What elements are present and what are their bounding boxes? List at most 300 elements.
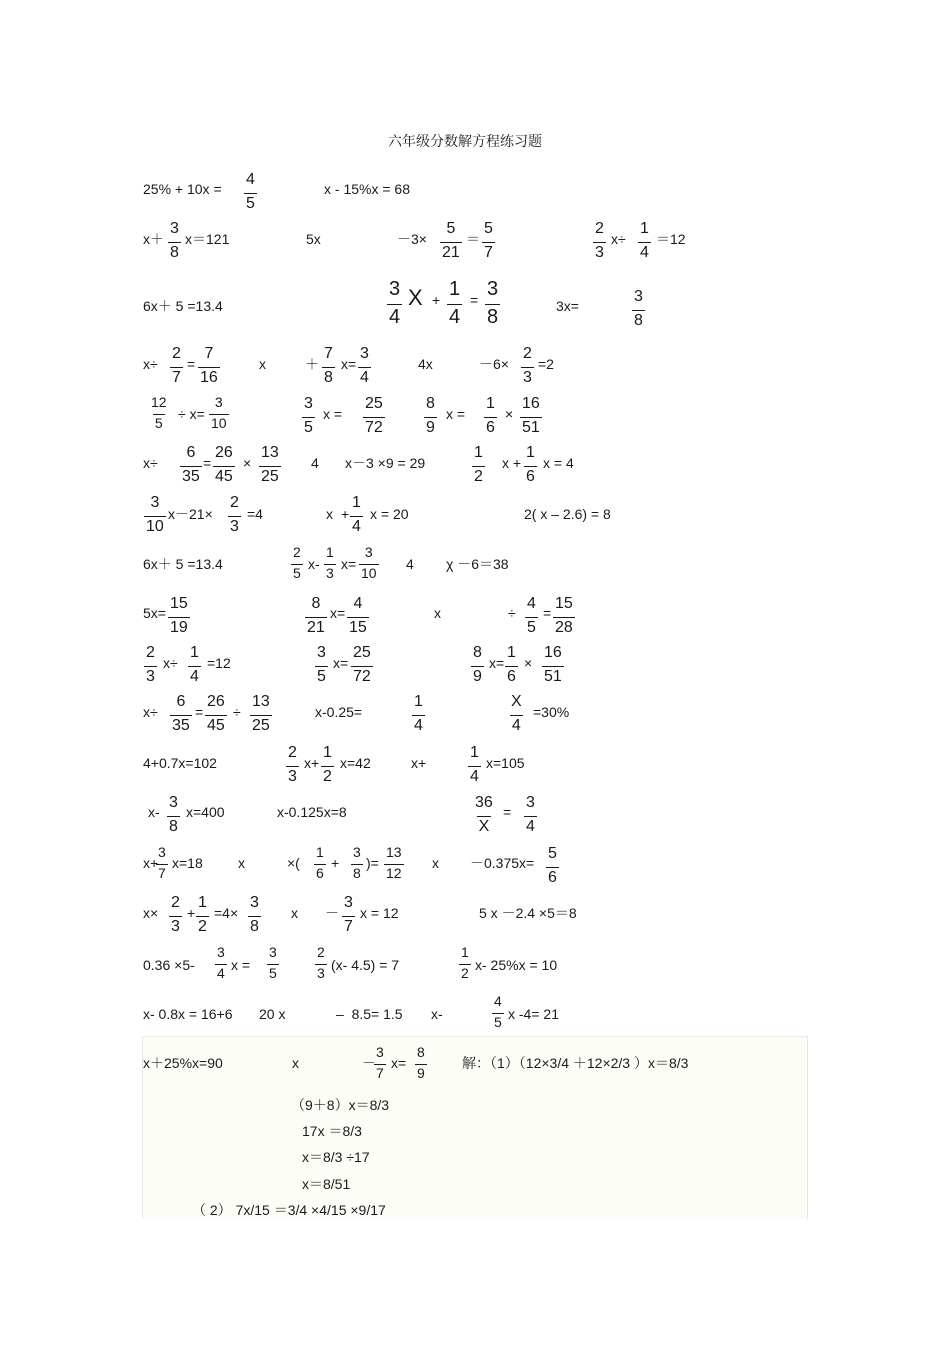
fraction-denominator: 7	[376, 1065, 384, 1081]
equation-text: =	[503, 804, 512, 820]
fraction-denominator: 7	[158, 865, 166, 881]
equation-text: x = 12	[360, 905, 399, 921]
equation-text: +	[331, 855, 340, 871]
equation-text: x=	[391, 1055, 407, 1071]
equation-text: x -4= 21	[508, 1006, 559, 1022]
fraction-numerator: 13	[261, 444, 279, 461]
fraction-denominator: 28	[555, 619, 573, 636]
equation-text: x÷	[611, 231, 626, 247]
fraction-denominator: 7	[484, 244, 493, 261]
equation-text: ÷	[233, 704, 241, 720]
fraction-denominator: 8	[170, 244, 179, 261]
fraction-denominator: 7	[172, 369, 181, 386]
equation-text: +	[341, 506, 350, 522]
fraction-numerator: 2	[293, 544, 301, 560]
fraction	[553, 594, 575, 638]
fraction-denominator: 3	[171, 918, 180, 935]
fraction-numerator: 16	[544, 644, 562, 661]
equation-text: =	[195, 704, 204, 720]
equation-text: x÷	[143, 704, 158, 720]
equation-text: 25% + 10x =	[143, 181, 222, 197]
fraction	[324, 544, 336, 582]
fraction-numerator: 1	[461, 944, 469, 960]
fraction-denominator: 4	[640, 244, 649, 261]
fraction-numerator: 1	[449, 278, 461, 300]
fraction	[170, 344, 183, 388]
fraction-numerator: 8	[417, 1044, 425, 1060]
equation-text: 5x	[306, 231, 321, 247]
equation-text: x =	[323, 406, 343, 422]
equation-text: =12	[207, 655, 231, 671]
equation-text: 4x	[418, 356, 433, 372]
equation-text: x＝8/51	[302, 1176, 351, 1192]
fraction-denominator: 2	[198, 918, 207, 935]
fraction	[484, 394, 497, 438]
fraction-numerator: 5	[446, 220, 456, 237]
fraction	[412, 692, 425, 736]
equation-text: x＋	[143, 231, 164, 247]
fraction	[314, 844, 326, 882]
equation-text: =	[543, 605, 552, 621]
fraction	[359, 544, 379, 582]
fraction-denominator: 8	[324, 369, 333, 386]
equation-text: 解：（1）（12×3/4 ＋12×2/3 ）x＝8/3	[462, 1055, 689, 1071]
fraction-denominator: 51	[522, 419, 540, 436]
fraction-denominator: 4	[217, 965, 225, 981]
equation-text: x = 4	[543, 455, 574, 471]
equation-text: 5 x －2.4 ×5＝8	[479, 905, 577, 921]
equation-text: x=	[341, 556, 357, 572]
equation-text: 4	[406, 556, 414, 572]
fraction-denominator: 16	[200, 369, 218, 386]
equation-text: χ －6＝38	[446, 556, 509, 572]
equation-text: =30%	[533, 704, 570, 720]
equation-text: 4	[311, 455, 319, 471]
fraction-numerator: 1	[190, 644, 199, 661]
equation-text: 6x＋ 5 =13.4	[143, 556, 223, 572]
fraction-denominator: 10	[211, 415, 227, 431]
fraction	[198, 344, 220, 388]
fraction-denominator: 5	[494, 1014, 502, 1030]
fraction-denominator: 3	[595, 244, 604, 261]
fraction-denominator: 5	[304, 419, 313, 436]
fraction-denominator: 4	[389, 306, 401, 328]
equation-text: ＝12	[656, 231, 686, 247]
equation-text: x=400	[186, 804, 225, 820]
fraction	[638, 219, 651, 263]
fraction-numerator: 4	[353, 595, 363, 612]
equation-text: x=	[341, 356, 357, 372]
equation-text: （9＋8）x＝8/3	[291, 1097, 390, 1113]
equation-text: 0.36 ×5-	[143, 957, 195, 973]
equation-text: X	[408, 285, 423, 310]
fraction	[459, 944, 471, 982]
equation-text: (x- 4.5) = 7	[331, 957, 400, 973]
fraction-denominator: 3	[326, 565, 334, 581]
fraction	[525, 594, 538, 638]
fraction	[351, 643, 373, 687]
fraction-numerator: 6	[186, 444, 196, 461]
fraction-denominator: 51	[544, 668, 562, 685]
fraction-denominator: 45	[215, 468, 233, 485]
fraction-denominator: 45	[207, 717, 225, 734]
fraction	[374, 1044, 386, 1082]
fraction-numerator: 1	[323, 744, 332, 761]
fraction	[322, 344, 335, 388]
equation-text: – 8.5= 1.5	[336, 1006, 403, 1022]
fraction	[180, 443, 202, 487]
fraction	[149, 394, 169, 432]
fraction-denominator: 4	[414, 717, 423, 734]
fraction-denominator: 8	[634, 312, 643, 329]
fraction	[215, 944, 227, 982]
fraction	[440, 219, 462, 263]
equation-text: x=18	[172, 855, 203, 871]
fraction	[521, 344, 534, 388]
fraction	[291, 544, 303, 582]
equation-text: x÷	[163, 655, 178, 671]
fraction-numerator: 8	[426, 395, 435, 412]
equation-text: ＝	[466, 231, 480, 247]
fraction	[315, 643, 328, 687]
fraction-numerator: 2	[146, 644, 155, 661]
fraction-denominator: 2	[461, 965, 469, 981]
fraction-numerator: 3	[304, 395, 313, 412]
fraction-numerator: 3	[526, 794, 535, 811]
fraction	[342, 893, 355, 937]
fraction	[250, 692, 272, 736]
fraction-numerator: 4	[494, 993, 502, 1009]
fraction-numerator: 2	[595, 220, 604, 237]
fraction-numerator: 36	[475, 794, 493, 811]
fraction	[505, 643, 518, 687]
fraction	[363, 394, 385, 438]
fraction-denominator: 3	[230, 518, 239, 535]
fraction	[286, 743, 299, 787]
fraction-numerator: 3	[269, 944, 277, 960]
fraction-numerator: 1	[526, 444, 535, 461]
fraction-numerator: 3	[487, 278, 499, 300]
fraction-denominator: X	[478, 818, 490, 835]
fraction-numerator: 16	[522, 395, 540, 412]
fraction-denominator: 2	[323, 768, 332, 785]
fraction-numerator: 5	[484, 220, 493, 237]
fraction	[209, 394, 229, 432]
fraction	[546, 844, 559, 888]
fraction	[347, 594, 369, 638]
fraction-numerator: 8	[311, 595, 321, 612]
equation-text: x÷	[143, 356, 158, 372]
fraction-denominator: 6	[316, 865, 324, 881]
fraction-denominator: 25	[252, 717, 270, 734]
fraction-numerator: 26	[207, 693, 225, 710]
fraction	[387, 277, 402, 329]
fraction-denominator: 72	[365, 419, 383, 436]
equation-text: x＝8/3 ÷17	[302, 1149, 370, 1165]
fraction	[482, 219, 495, 263]
equation-text: x＋25%x=90	[143, 1055, 223, 1071]
equation-text: x	[326, 506, 333, 522]
fraction-numerator: 3	[360, 345, 369, 362]
equation-text: －	[362, 1055, 376, 1071]
fraction-numerator: 3	[217, 944, 225, 960]
fraction	[471, 643, 484, 687]
fraction-denominator: 19	[170, 619, 188, 636]
fraction-denominator: 10	[361, 565, 377, 581]
fraction	[524, 793, 537, 837]
fraction	[168, 594, 190, 638]
fraction-denominator: 21	[307, 619, 325, 636]
fraction-numerator: 2	[317, 944, 325, 960]
fraction-numerator: 4	[246, 171, 255, 188]
equation-text: －0.375x=	[470, 855, 535, 871]
equation-text: ×	[243, 455, 252, 471]
fraction-numerator: 1	[507, 644, 516, 661]
equation-text: =	[203, 455, 212, 471]
fraction	[468, 743, 481, 787]
equation-text: =2	[538, 356, 554, 372]
equation-text: x=	[330, 605, 346, 621]
fraction-denominator: 5	[293, 565, 301, 581]
fraction-numerator: 12	[151, 394, 167, 410]
fraction-numerator: 25	[365, 395, 383, 412]
equation-text: 4+0.7x=102	[143, 755, 217, 771]
fraction	[188, 643, 201, 687]
equation-text: x- 25%x = 10	[475, 957, 558, 973]
equation-text: x-	[431, 1006, 443, 1022]
fraction-denominator: 9	[473, 668, 482, 685]
equation-text: 20 x	[259, 1006, 286, 1022]
fraction-numerator: 3	[376, 1044, 384, 1060]
equation-text: =	[470, 292, 479, 308]
equation-text: x	[292, 1055, 299, 1071]
fraction-numerator: 3	[364, 544, 373, 560]
fraction-numerator: 25	[353, 644, 371, 661]
equation-text: =4	[247, 506, 263, 522]
fraction-denominator: 6	[507, 668, 516, 685]
fraction-denominator: 4	[526, 818, 535, 835]
fraction-numerator: 15	[555, 595, 573, 612]
fraction-numerator: 4	[527, 595, 536, 612]
fraction-denominator: 3	[523, 369, 532, 386]
equation-text: x－21×	[168, 506, 213, 522]
equation-text: x÷	[143, 455, 158, 471]
fraction	[196, 893, 209, 937]
equation-text: ＋	[305, 356, 319, 372]
fraction	[168, 219, 181, 263]
fraction	[524, 443, 537, 487]
fraction-denominator: 4	[470, 768, 479, 785]
fraction-denominator: 6	[526, 468, 535, 485]
fraction-numerator: 7	[324, 345, 333, 362]
fraction	[472, 443, 485, 487]
fraction-denominator: 7	[344, 918, 353, 935]
fraction-denominator: 3	[317, 965, 325, 981]
fraction-numerator: 3	[214, 394, 223, 410]
equation-text: x+	[304, 755, 320, 771]
equation-text: 2( x – 2.6) = 8	[524, 506, 611, 522]
equation-text: x-	[148, 804, 160, 820]
equation-text: x +	[502, 455, 522, 471]
fraction-numerator: 3	[158, 844, 166, 860]
equation-text: 17x ＝8/3	[302, 1123, 362, 1139]
fraction-numerator: 1	[316, 844, 324, 860]
fraction-numerator: 3	[169, 794, 178, 811]
fraction-numerator: 2	[172, 345, 181, 362]
fraction-denominator: 4	[352, 518, 361, 535]
fraction-denominator: 8	[169, 818, 178, 835]
fraction	[169, 893, 182, 937]
fraction	[321, 743, 334, 787]
fraction	[447, 277, 462, 329]
fraction	[350, 493, 363, 537]
fraction-numerator: 15	[170, 595, 188, 612]
fraction-numerator: 13	[386, 844, 402, 860]
fraction-numerator: 2	[288, 744, 297, 761]
fraction	[358, 344, 371, 388]
fraction	[384, 844, 404, 882]
fraction	[542, 643, 564, 687]
equation-text: =	[187, 356, 196, 372]
fraction	[424, 394, 437, 438]
fraction	[415, 1044, 427, 1082]
fraction-numerator: 3	[389, 278, 401, 300]
fraction-denominator: 4	[190, 668, 199, 685]
equation-text: x- 0.8x = 16+6	[143, 1006, 233, 1022]
fraction-numerator: 3	[170, 220, 179, 237]
equation-text: x＝121	[185, 231, 230, 247]
fraction-numerator: 3	[150, 494, 160, 511]
equation-text: +	[187, 905, 196, 921]
equation-text: x+	[143, 855, 159, 871]
fraction-denominator: 5	[246, 195, 255, 212]
equation-text: =4×	[214, 905, 239, 921]
fraction-numerator: 3	[353, 844, 361, 860]
fraction-denominator: 21	[442, 244, 460, 261]
fraction-denominator: 5	[269, 965, 277, 981]
fraction-numerator: 1	[474, 444, 483, 461]
equation-text: x-0.25=	[315, 704, 363, 720]
fraction-denominator: 4	[449, 306, 461, 328]
fraction	[473, 793, 495, 837]
fraction	[167, 793, 180, 837]
fraction	[213, 443, 235, 487]
equation-text: －	[325, 905, 339, 921]
fraction-numerator: 2	[523, 345, 532, 362]
fraction	[244, 170, 257, 214]
fraction-numerator: 1	[470, 744, 479, 761]
fraction-numerator: 1	[198, 894, 207, 911]
fraction-numerator: 2	[230, 494, 239, 511]
fraction-numerator: 6	[176, 693, 186, 710]
fraction-numerator: 1	[352, 494, 361, 511]
equation-text: )=	[366, 855, 379, 871]
fraction-denominator: 5	[527, 619, 536, 636]
fraction	[228, 493, 241, 537]
equation-text: x=	[489, 655, 505, 671]
fraction-numerator: 13	[252, 693, 270, 710]
fraction	[593, 219, 606, 263]
fraction-denominator: 10	[146, 518, 164, 535]
fraction	[492, 993, 504, 1031]
equation-text: +	[432, 292, 441, 308]
equation-text: 3x=	[556, 298, 579, 314]
fraction-numerator: 1	[486, 395, 495, 412]
fraction	[248, 893, 261, 937]
equation-text: x	[238, 855, 245, 871]
fraction-denominator: 9	[426, 419, 435, 436]
equation-text: x=	[333, 655, 349, 671]
fraction-numerator: 1	[326, 544, 334, 560]
equation-text: x-0.125x=8	[277, 804, 347, 820]
equation-text: ÷ x=	[178, 406, 205, 422]
equation-text: x =	[446, 406, 466, 422]
fraction-numerator: 3	[250, 894, 259, 911]
fraction-numerator: 3	[344, 894, 353, 911]
fraction	[170, 692, 192, 736]
equation-text: x	[291, 905, 298, 921]
equation-text: －3×	[397, 231, 427, 247]
equation-text: x+	[411, 755, 427, 771]
equation-text: －6×	[479, 356, 509, 372]
equation-text: ×	[505, 406, 514, 422]
fraction-denominator: 3	[146, 668, 155, 685]
fraction	[144, 493, 166, 537]
fraction	[632, 287, 645, 331]
fraction	[267, 944, 279, 982]
fraction	[315, 944, 327, 982]
equation-text: x－3 ×9 = 29	[345, 455, 426, 471]
fraction-numerator: 3	[634, 288, 643, 305]
fraction-denominator: 8	[487, 306, 499, 328]
fraction-denominator: 12	[386, 865, 402, 881]
fraction-denominator: 8	[250, 918, 259, 935]
fraction-denominator: 6	[486, 419, 495, 436]
equation-text: x=105	[486, 755, 525, 771]
fraction	[302, 394, 315, 438]
fraction-numerator: 5	[548, 845, 557, 862]
fraction	[351, 844, 363, 882]
page-title: 六年级分数解方程练习题	[388, 133, 542, 149]
fraction-denominator: 4	[360, 369, 369, 386]
equation-text: （ 2） 7x/15 ＝3/4 ×4/15 ×9/17	[192, 1202, 386, 1218]
equation-text: x×	[143, 905, 159, 921]
fraction-numerator: 8	[473, 644, 482, 661]
fraction-denominator: 3	[288, 768, 297, 785]
fraction	[485, 277, 500, 329]
fraction-numerator: X	[511, 693, 522, 710]
fraction-numerator: 3	[317, 644, 326, 661]
fraction-denominator: 15	[349, 619, 367, 636]
fraction-denominator: 35	[172, 717, 190, 734]
fraction-denominator: 2	[474, 468, 483, 485]
equation-text: x-	[308, 556, 320, 572]
equation-text: 6x＋ 5 =13.4	[143, 298, 223, 314]
equation-text: x = 20	[370, 506, 409, 522]
fraction-numerator: 2	[171, 894, 180, 911]
fraction	[305, 594, 327, 638]
equation-text: x	[259, 356, 266, 372]
fraction	[205, 692, 227, 736]
fraction-denominator: 72	[353, 668, 371, 685]
fraction-denominator: 5	[317, 668, 326, 685]
fraction	[509, 692, 524, 736]
equation-text: ×(	[287, 855, 300, 871]
fraction-denominator: 6	[548, 869, 557, 886]
fraction-denominator: 25	[261, 468, 279, 485]
equation-text: 5x=	[143, 605, 166, 621]
fraction-numerator: 26	[215, 444, 233, 461]
